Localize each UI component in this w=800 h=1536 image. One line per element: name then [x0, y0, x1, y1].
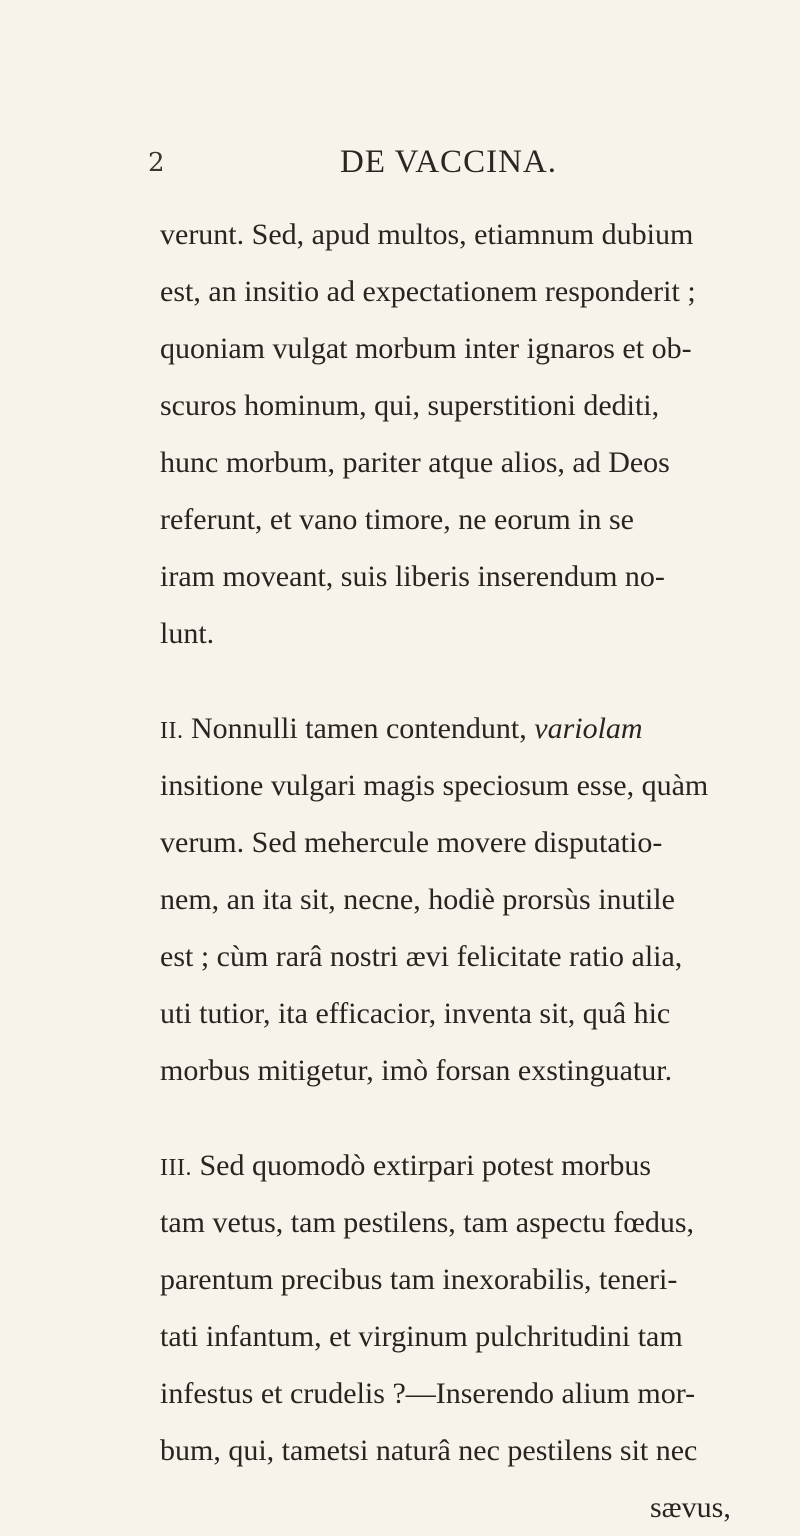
paragraph-gap — [160, 1099, 800, 1137]
page-number: 2 — [148, 148, 165, 178]
text-line: est ; cùm rarâ nostri ævi felicitate ratio alia, — [160, 940, 683, 973]
text-line — [160, 700, 800, 757]
text-line: hunc morbum, pariter atque alios, ad Deos — [160, 446, 670, 479]
text-line: morbus mitigetur, imò forsan exstinguatur. — [160, 1054, 673, 1087]
text-line: bum, qui, tametsi naturâ nec pestilens sit nec — [160, 1434, 698, 1467]
text-line: parentum precibus tam inexorabilis, teneri- — [160, 1263, 678, 1296]
text-line: quoniam vulgat morbum inter ignaros et ob- — [160, 332, 692, 365]
text-line: verunt. Sed, apud multos, etiamnum dubium — [160, 218, 694, 251]
catchword: sævus, — [650, 1491, 731, 1524]
section-numeral: III. — [160, 1155, 192, 1181]
section-numeral: II. — [160, 718, 184, 744]
section-first-line: Nonnulli tamen contendunt, — [190, 712, 527, 745]
body-text — [160, 206, 800, 1536]
text-line: iram moveant, suis liberis inserendum no- — [160, 560, 665, 593]
text-line: nem, an ita sit, necne, hodiè prorsùs inutile — [160, 883, 675, 916]
text-line: tam vetus, tam pestilens, tam aspectu fœdus, — [160, 1206, 695, 1239]
text-line: lunt. — [160, 617, 215, 650]
text-line: verum. Sed mehercule movere disputatio- — [160, 826, 663, 859]
text-line: referunt, et vano timore, ne eorum in se — [160, 503, 634, 536]
text-line: infestus et crudelis ?—Inserendo alium mor- — [160, 1377, 696, 1410]
text-line — [160, 1137, 800, 1194]
paragraph-gap — [160, 662, 800, 700]
text-line: insitione vulgari magis speciosum esse, quàm — [160, 769, 709, 802]
text-line: scuros hominum, qui, superstitioni dediti, — [160, 389, 660, 422]
text-line: est, an insitio ad expectationem responderit ; — [160, 275, 696, 308]
text-line: tati infantum, et virginum pulchritudini tam — [160, 1320, 683, 1353]
italic-word: variolam — [534, 712, 643, 745]
text-line: uti tutior, ita efficacior, inventa sit, quâ hic — [160, 997, 671, 1030]
running-head: DE VACCINA. — [340, 144, 557, 180]
section-first-line: Sed quomodò extirpari potest morbus — [199, 1149, 652, 1182]
